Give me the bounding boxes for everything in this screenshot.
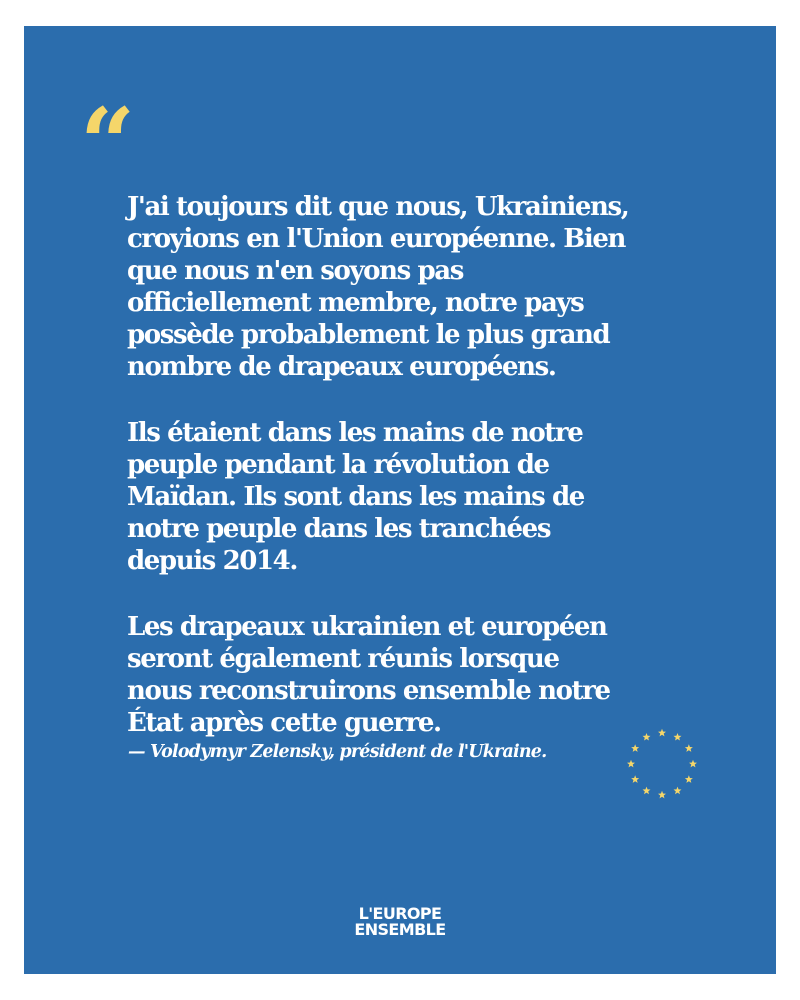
eu-star-icon	[631, 744, 639, 752]
eu-star-icon	[627, 760, 635, 768]
logo-line-2: ENSEMBLE	[354, 920, 446, 939]
eu-star-icon	[685, 775, 693, 783]
eu-flag-stars-icon	[624, 726, 700, 802]
quote-paragraph-1: J'ai toujours dit que nous, Ukrainiens, croyions en l'Union européenne. Bien que nous n'en soyons pas officiellement membre, notre pays possède probablement le plus grand nombre de drapeaux européens.	[127, 192, 629, 382]
eu-star-icon	[689, 760, 697, 768]
eu-star-icon	[674, 787, 682, 795]
quote-paragraph-2: Ils étaient dans les mains de notre peuple pendant la révolution de Maïdan. Ils sont dans les mains de notre peuple dans les tranchées depuis 2014.	[127, 418, 584, 576]
eu-star-icon	[674, 733, 682, 741]
quote-text	[127, 191, 687, 773]
quotation-mark-icon: “	[80, 87, 132, 200]
eu-star-icon	[631, 775, 639, 783]
logo-line-1: L'EUROPE	[358, 904, 442, 923]
brand-logo	[340, 906, 460, 938]
eu-star-icon	[685, 744, 693, 752]
eu-star-icon	[643, 787, 651, 795]
eu-star-icon	[643, 733, 651, 741]
quote-attribution: — Volodymyr Zelensky, président de l'Ukraine.	[128, 742, 547, 762]
eu-star-icon	[658, 729, 666, 737]
quote-paragraph-3: Les drapeaux ukrainien et européen seront également réunis lorsque nous reconstruirons ensemble notre État après cette guerre.	[127, 612, 610, 738]
eu-star-icon	[658, 791, 666, 799]
quote-card	[24, 26, 776, 974]
